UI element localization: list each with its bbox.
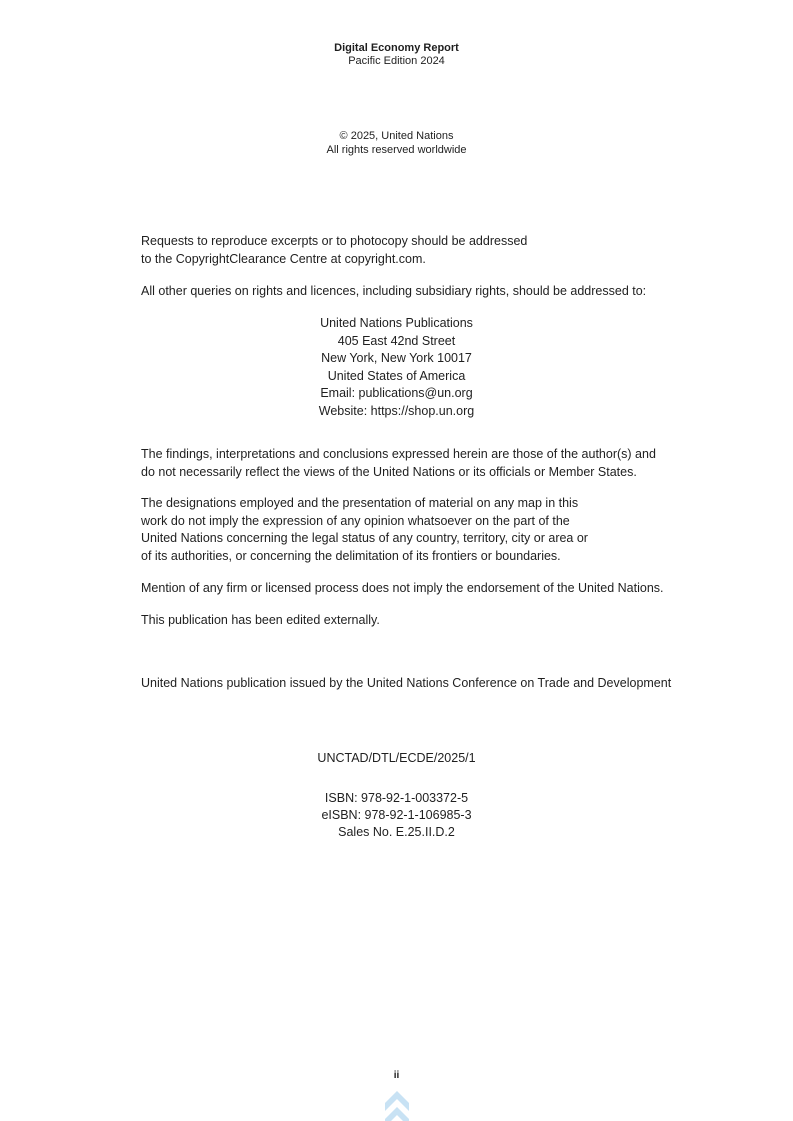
rights-line: All rights reserved worldwide [326,144,467,156]
designations-line: United Nations concerning the legal status of any country, territory, city or area or [141,531,588,545]
requests-paragraph [141,233,681,268]
isbn-block [0,790,793,841]
eisbn-line: eISBN: 978-92-1-106985-3 [321,808,472,822]
email-line: Email: publications@un.org [320,386,473,400]
copyright-line: © 2025, United Nations [339,130,454,142]
designations-line: work do not imply the expression of any opinion whatsoever on the part of the [141,513,570,528]
isbn-line: ISBN: 978-92-1-003372-5 [324,791,469,805]
designations-line: The designations employed and the presentation of material on any map in this [141,496,579,510]
findings-line-2: do not necessarily reflect the views of the United Nations or its officials or Member States. [141,464,637,479]
mention-paragraph [141,580,681,598]
address-line: 405 East 42nd Street [337,333,456,348]
address-line: United Nations Publications [320,316,473,330]
address-line: United States of America [327,368,466,383]
edited-line: This publication has been edited externally. [141,613,380,627]
double-chevron-up-icon [382,1089,412,1121]
address-line: New York, New York 10017 [321,351,472,365]
requests-line-1: Requests to reproduce excerpts or to photocopy should be addressed [141,234,528,248]
document-symbol: UNCTAD/DTL/ECDE/2025/1 [317,751,476,765]
queries-paragraph [141,283,681,301]
issued-paragraph [141,675,681,693]
requests-line-2: to the CopyrightClearance Centre at copyright.com. [141,251,426,266]
report-title: Digital Economy Report [334,42,459,54]
designations-paragraph [141,495,681,565]
report-edition: Pacific Edition 2024 [348,55,445,67]
edited-paragraph [141,612,681,630]
designations-line: of its authorities, or concerning the delimitation of its frontiers or boundaries. [141,548,561,563]
address-block [0,315,793,420]
copyright-block [0,129,793,157]
website-line: Website: https://shop.un.org [318,403,475,418]
chevron-lower [385,1107,409,1121]
findings-line-1: The findings, interpretations and conclusions expressed herein are those of the author(s) and [141,447,656,461]
findings-paragraph [141,446,681,481]
mention-line: Mention of any firm or licensed process does not imply the endorsement of the United Nations. [141,581,664,595]
sales-number-line: Sales No. E.25.II.D.2 [338,825,455,839]
page-number: ii [393,1070,400,1081]
queries-line: All other queries on rights and licences, including subsidiary rights, should be addressed to: [141,284,647,298]
issued-line: United Nations publication issued by the United Nations Conference on Trade and Development [141,676,672,690]
